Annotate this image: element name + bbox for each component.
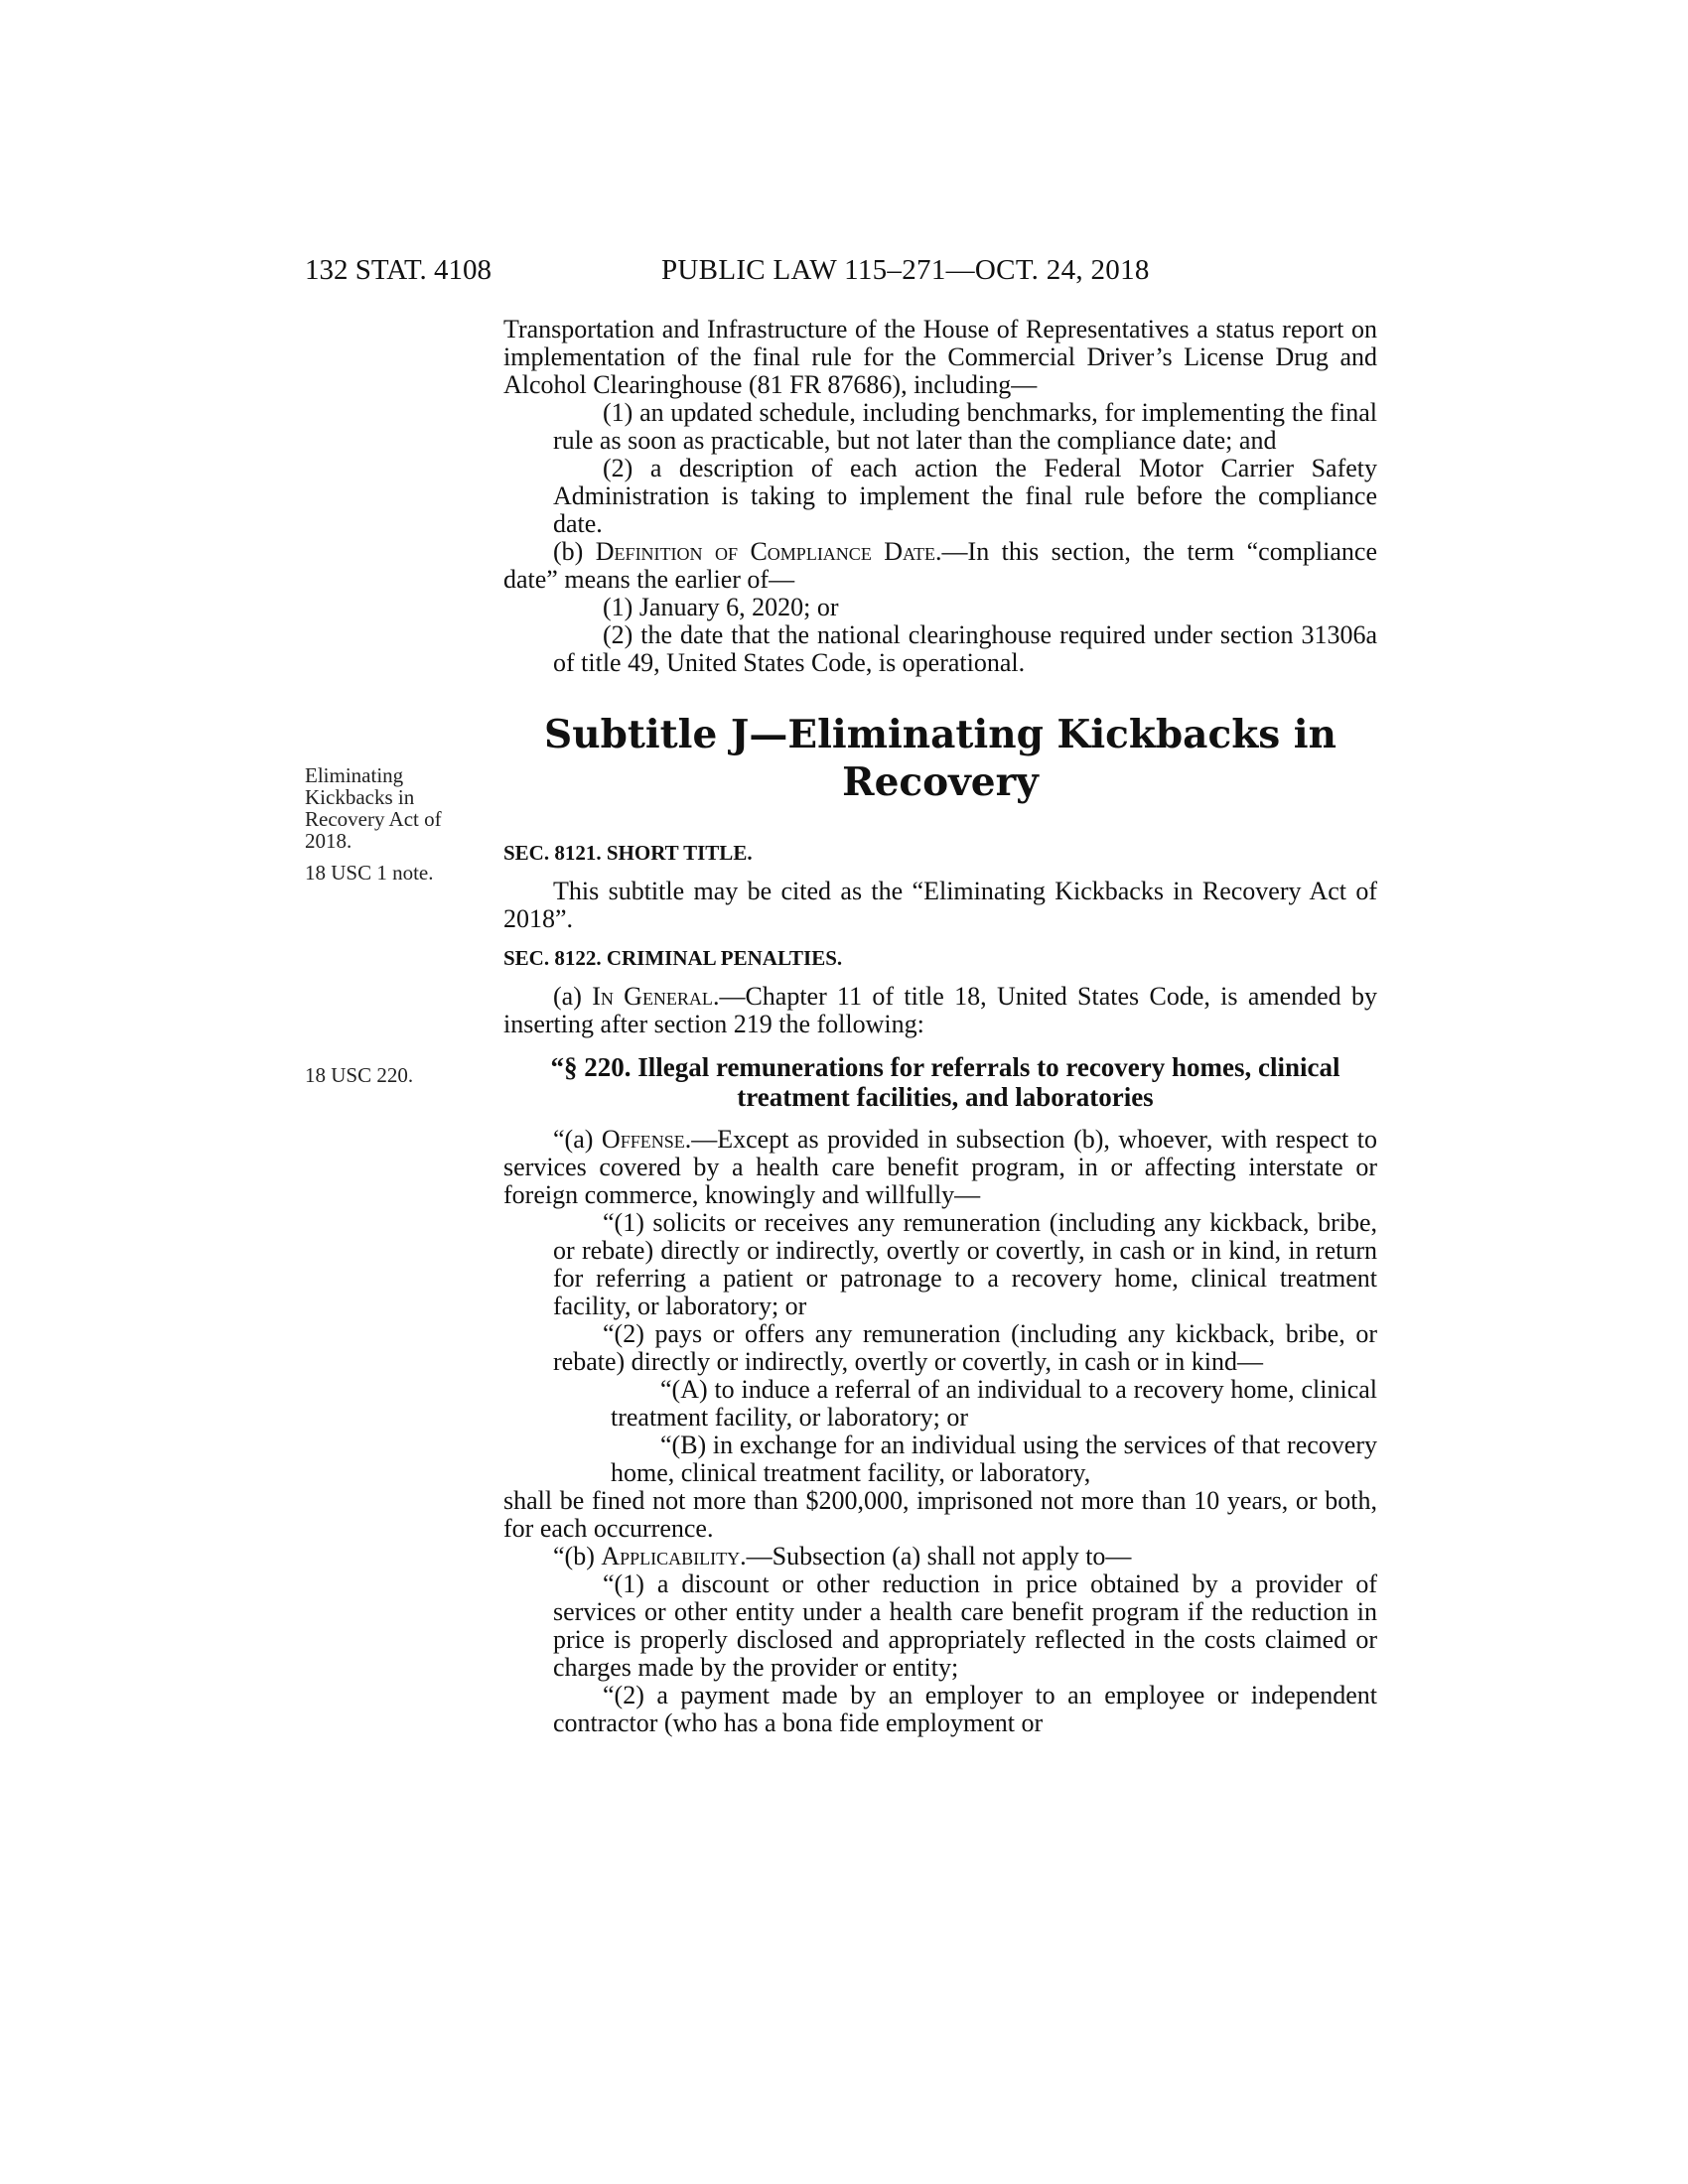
item-2: (2) a description of each action the Federal Motor Carrier Safety Administration is taking to implement the final rule before the compliance date.: [553, 454, 1377, 538]
offense-item-2B: “(B) in exchange for an individual using the services of that recovery home, clinical treatment facility, or laboratory,: [611, 1431, 1377, 1487]
margin-note-usc-1-note: 18 USC 1 note.: [305, 861, 434, 885]
sec-8122-heading: SEC. 8122. CRIMINAL PENALTIES.: [503, 946, 843, 970]
margin-note-usc-220: 18 USC 220.: [305, 1063, 414, 1087]
running-head: PUBLIC LAW 115–271—OCT. 24, 2018: [661, 254, 1150, 286]
offense-item-2A: “(A) to induce a referral of an individual to a recovery home, clinical treatment facility, or laboratory; or: [611, 1375, 1377, 1432]
subsection-b-text: .—In this section, the term “compliance date” means the earlier of—: [503, 537, 1377, 594]
b-item-1: (1) January 6, 2020; or: [603, 593, 839, 621]
subsection-b-heading: Definition of Compliance Date: [595, 537, 936, 566]
subsection-a: [503, 983, 1377, 1038]
subsection-a-text: .—Chapter 11 of title 18, United States Code, is amended by inserting after section 219 the following:: [503, 982, 1377, 1038]
applicability-heading: Applicability: [601, 1542, 741, 1570]
offense-item-2: “(2) pays or offers any remuneration (including any kickback, bribe, or rebate) directly or indirectly, overtly or covertly, in cash or in kind—: [553, 1319, 1377, 1376]
offense-heading: Offense: [601, 1125, 685, 1154]
main-text-column: [503, 316, 1377, 1737]
applicability-text: .—Subsection (a) shall not apply to—: [740, 1542, 1132, 1570]
sec-8121-text: This subtitle may be cited as the “Eliminating Kickbacks in Recovery Act of 2018”.: [503, 877, 1377, 933]
subsection-b-prefix: (b): [553, 537, 596, 566]
subsection-b: [503, 538, 1377, 594]
page-stat-citation: 132 STAT. 4108: [305, 254, 492, 286]
section-220-heading: “§ 220. Illegal remunerations for referrals to recovery homes, clinical treatment facilities, and laboratories: [550, 1052, 1340, 1112]
offense-prefix: “(a): [553, 1125, 602, 1154]
item-1: (1) an updated schedule, including benchmarks, for implementing the final rule as soon as practicable, but not later than the compliance date; and: [553, 398, 1377, 455]
margin-note-short-title: Eliminating Kickbacks in Recovery Act of 2018.: [305, 763, 442, 853]
applicability-item-2: “(2) a payment made by an employer to an employee or independent contractor (who has a bona fide employment or: [553, 1681, 1377, 1737]
offense-item-1: “(1) solicits or receives any remuneration (including any kickback, bribe, or rebate) directly or indirectly, overtly or covertly, in cash or in kind, in return for referring a patient or patronage to a recovery home, clinical treatment facility, or laboratory; or: [553, 1208, 1377, 1320]
intro-paragraph: Transportation and Infrastructure of the House of Representatives a status report on implementation of the final rule for the Commercial Driver’s License Drug and Alcohol Clearinghouse (81 FR 87686), including—: [503, 315, 1377, 399]
offense-text: .—Except as provided in subsection (b), whoever, with respect to services covered by a health care benefit program, in or affecting interstate or foreign commerce, knowingly and willfully—: [503, 1125, 1377, 1209]
b-item-2: (2) the date that the national clearinghouse required under section 31306a of title 49, United States Code, is operational.: [553, 620, 1377, 677]
penalty-paragraph: shall be fined not more than $200,000, imprisoned not more than 10 years, or both, for each occurrence.: [503, 1486, 1377, 1543]
applicability-item-1: “(1) a discount or other reduction in price obtained by a provider of services or other entity under a health care benefit program if the reduction in price is properly disclosed and appropriately reflected in the costs claimed or charges made by the provider or entity;: [553, 1570, 1377, 1682]
subsection-a-heading: In General: [592, 982, 713, 1011]
subsection-a-prefix: (a): [553, 982, 593, 1011]
sec-8121-heading: SEC. 8121. SHORT TITLE.: [503, 841, 753, 865]
offense-paragraph: [503, 1126, 1377, 1209]
subtitle-heading: Subtitle J—Eliminating Kickbacks in Recovery: [544, 712, 1336, 805]
applicability-paragraph: [503, 1543, 1377, 1570]
applicability-prefix: “(b): [553, 1542, 602, 1570]
